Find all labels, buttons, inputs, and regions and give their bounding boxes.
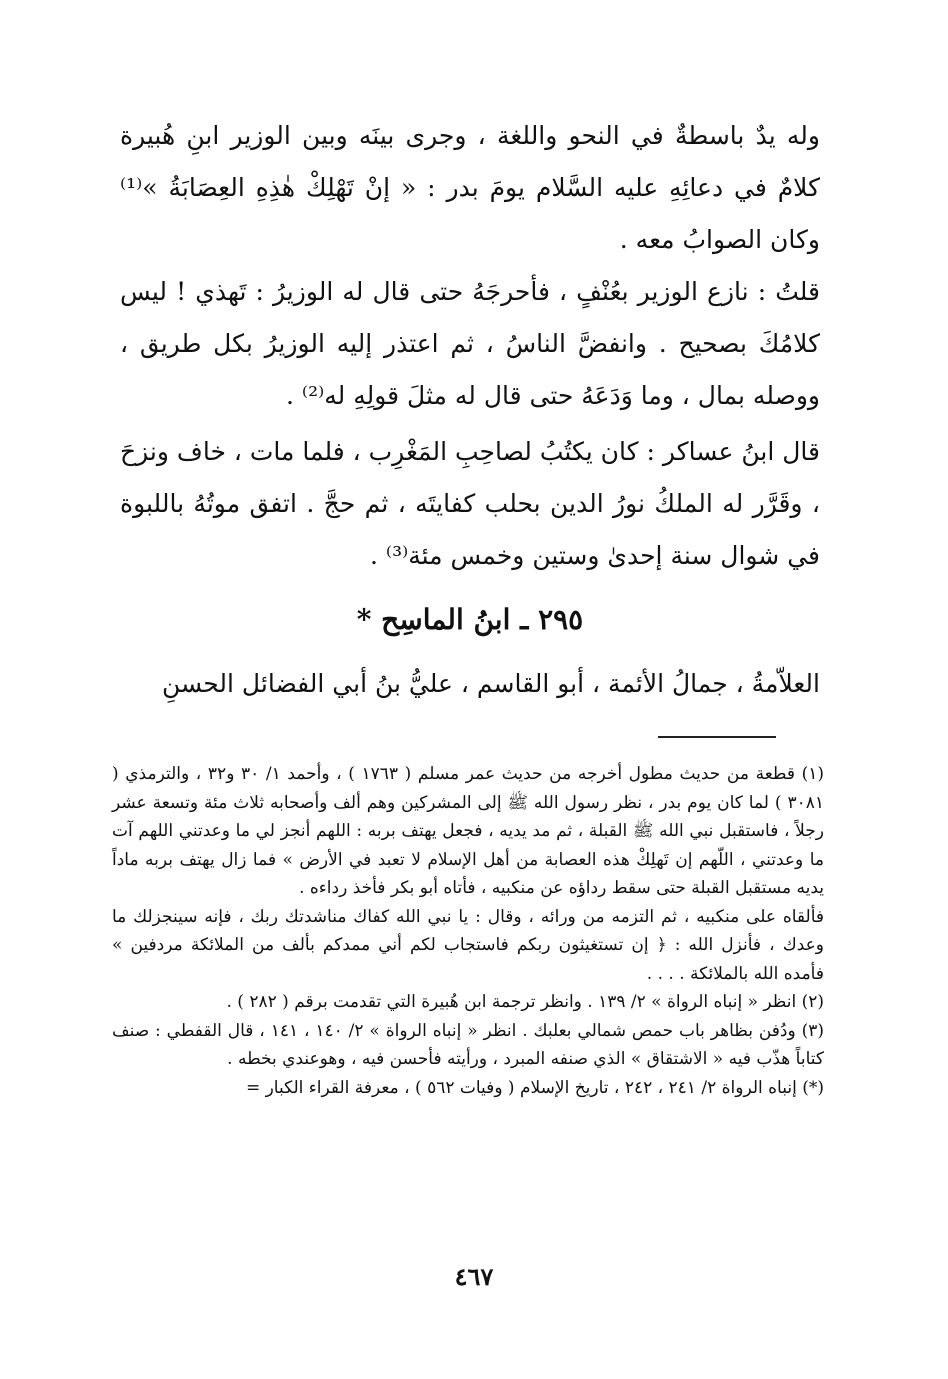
main-text-block-2 [120,266,820,422]
entry-intro-block [120,658,820,710]
page-number: ٤٦٧ [454,1262,494,1291]
footnote-separator [658,736,776,738]
footnote-sources: (*) إنباه الرواة ٢/ ٢٤١ ، ٢٤٢ ، تاريخ الإسلام ( وفيات ٥٦٢ ) ، معرفة القراء الكبار = [245,1077,824,1098]
paragraph-vizier-argument: قلتُ : نازع الوزير بعُنْفٍ ، فأحرجَهُ حتى قال له الوزيرُ : تَهذي ! ليس كلامُكَ بصحيح . وانفضَّ الناسُ ، ثم اعتذر إليه الوزيرُ بكل طريق ، ووصله بمال ، وما وَدَعَهُ حتى قال له مثلَ قولِهِ له⁽²⁾ . [120,277,820,410]
entry-heading: ٢٩٥ ـ ابنُ الماسِح * [356,603,584,636]
footnotes [112,760,824,1102]
entry-intro-line: العلاّمةُ ، جمالُ الأئمة ، أبو القاسم ، عليُّ بنُ أبي الفضائل الحسنِ [161,669,820,698]
paragraph-grammar-dispute: وله يدٌ باسطةٌ في النحو واللغة ، وجرى بينَه وبين الوزير ابنِ هُبيرة كلامٌ في دعائِهِ عليه السَّلام يومَ بدر : « إنْ تَهْلِكْ هٰذِهِ العِصَابَةُ »⁽¹⁾ وكان الصوابُ معه . [120,121,820,254]
footnote-1-continued: فألقاه على منكبيه ، ثم التزمه من ورائه ، وقال : يا نبي الله كفاك مناشدتك ربك ، فإنه سينجزلك ما وعدك ، فأنزل الله : ﴿ إن تستغيثون ربكم فاستجاب لكم أني ممدكم بألف من الملائكة مردفين » فأمده الله بالملائكة . . . . [112,906,824,984]
main-text-block-3 [120,426,820,582]
footnote-3: (٣) ودُفن بظاهر باب حمص شمالي بعلبك . انظر « إنباه الرواة » ٢/ ١٤٠ ، ١٤١ ، قال القفطي : صنف كتاباً هذّب فيه « الاشتقاق » الذي صنفه المبرد ، ورأيته فأحسن فيه ، وهوعندي بخطه . [112,1020,824,1069]
main-text-block-1 [120,110,820,266]
footnote-2: (٢) انظر « إنباه الرواة » ٢/ ١٣٩ . وانظر ترجمة ابن هُبيرة التي تقدمت برقم ( ٢٨٢ ) . [226,992,824,1012]
footnote-1: (١) قطعة من حديث مطول أخرجه من حديث عمر مسلم ( ١٧٦٣ ) ، وأحمد ١/ ٣٠ و٣٢ ، والترمذي ( ٣٠٨١ ) لما كان يوم بدر ، نظر رسول الله ﷺ إلى المشركين وهم ألف وأصحابه ثلاث مئة وتسعة عشر رجلاً ، فاستقبل نبي الله ﷺ القبلة ، ثم مد يديه ، فجعل يهتف بربه : اللهم أنجز لي ما وعدتني اللهم آت ما وعدتني ، اللّهم إن تَهلِكْ هذه العصابة من أهل الإسلام لا تعبد في الأرض » فما زال يهتف بربه ماداً يديه مستقبل القبلة حتى سقط رداؤه عن منكبيه ، فأتاه أبو بكر فأخذ رداءه . [112,764,824,898]
paragraph-ibn-asakir: قال ابنُ عساكر : كان يكتُبُ لصاحِبِ المَغْرِب ، فلما مات ، خاف ونزحَ ، وقَرَّر له الملكُ نورُ الدين بحلب كفايتَه ، ثم حجَّ . اتفق موتُهُ باللبوة في شوال سنة إحدىٰ وستين وخمس مئة⁽³⁾ . [120,437,820,570]
